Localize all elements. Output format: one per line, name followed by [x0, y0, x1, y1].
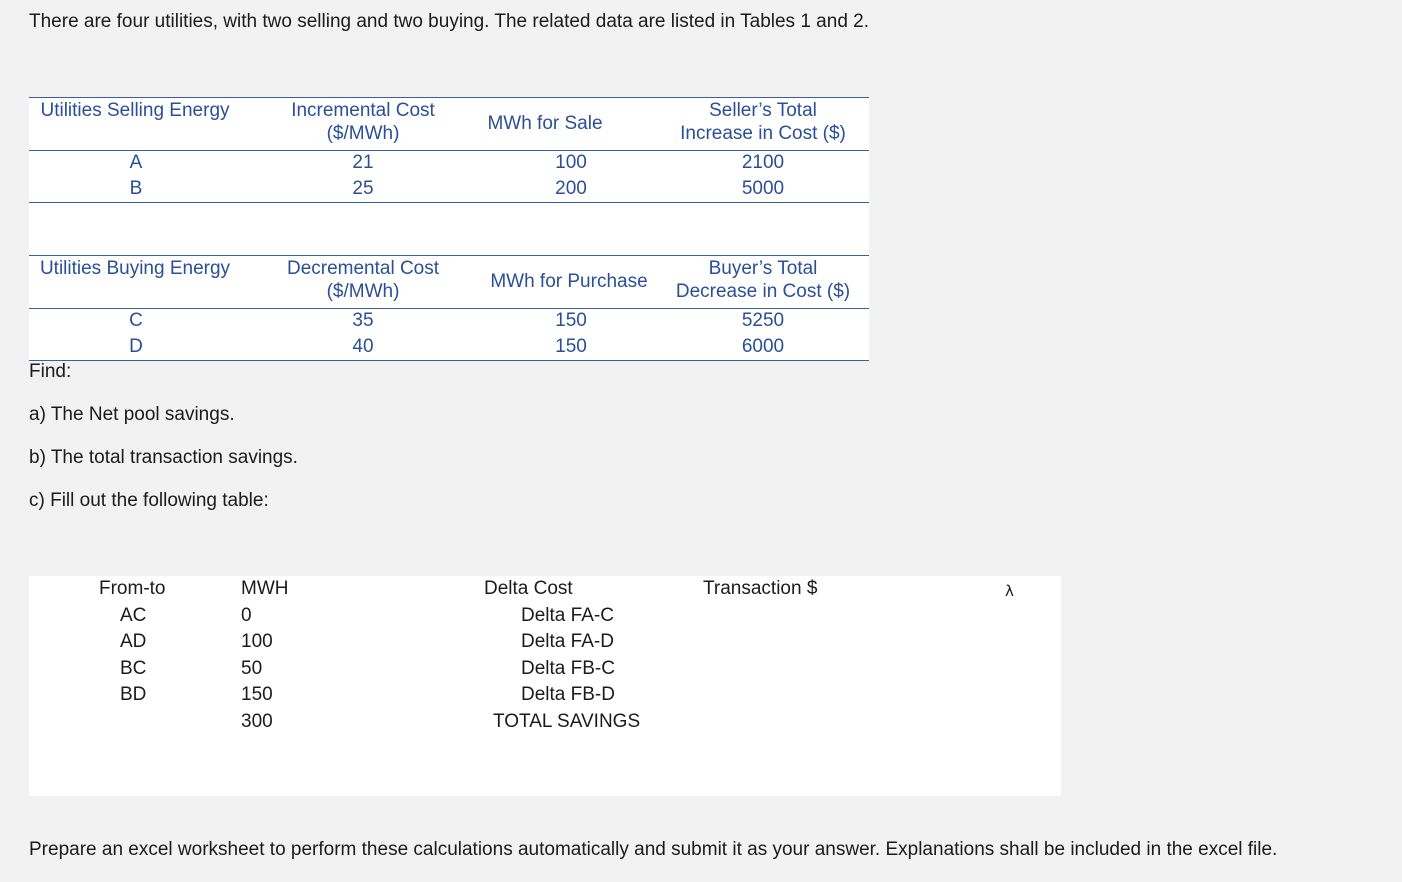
- header-lambda: λ: [1005, 582, 1014, 600]
- header-utilities-selling: Utilities Selling Energy: [40, 100, 230, 121]
- transaction-table: [29, 576, 1061, 796]
- header-line: Increase in Cost ($): [680, 123, 846, 144]
- table-top-rule: [29, 255, 869, 256]
- table-cell: 40: [352, 336, 374, 357]
- from-to-cell: AD: [120, 631, 147, 652]
- table-cell: 200: [555, 178, 587, 199]
- delta-cell: Delta FB-C: [521, 657, 615, 679]
- table-top-rule: [29, 97, 869, 98]
- intro-text: There are four utilities, with two selling and two buying. The related data are listed in Tables 1 and 2.: [29, 11, 870, 32]
- table-cell: 150: [555, 310, 587, 331]
- delta-cell: Delta FB-D: [521, 684, 615, 705]
- mwh-cell: 0: [241, 604, 252, 626]
- header-transaction: Transaction $: [703, 578, 818, 599]
- table-cell: 2100: [741, 152, 785, 173]
- header-line: Seller’s Total: [709, 100, 817, 121]
- header-line: Incremental Cost: [291, 100, 435, 121]
- header-seller-total: [669, 99, 857, 145]
- table-cell: C: [129, 310, 143, 331]
- table-cell: B: [129, 178, 143, 199]
- from-to-cell: BD: [120, 684, 147, 705]
- header-incremental-cost: [253, 99, 473, 145]
- table-cell: 35: [352, 310, 374, 331]
- header-line: Decremental Cost: [286, 258, 440, 279]
- footer-instructions: Prepare an excel worksheet to perform these calculations automatically and submit it as your answer. Explanations shall be included in the excel file.: [29, 839, 1278, 860]
- header-line: Decrease in Cost ($): [675, 281, 851, 302]
- header-mwh-for-sale: MWh for Sale: [487, 113, 603, 134]
- table-cell: A: [129, 152, 143, 173]
- table-bottom-rule: [29, 360, 869, 361]
- table-cell: D: [129, 336, 143, 357]
- table-cell: 5000: [741, 178, 785, 199]
- selling-table: [29, 97, 869, 203]
- header-line: Buyer’s Total: [708, 258, 818, 279]
- header-line: ($/MWh): [326, 281, 400, 302]
- mwh-cell: 150: [241, 684, 273, 705]
- table-spacer: [29, 203, 869, 255]
- header-utilities-buying: Utilities Buying Energy: [39, 258, 231, 279]
- question-c: c) Fill out the following table:: [29, 490, 269, 511]
- header-line: ($/MWh): [326, 123, 400, 144]
- question-a: a) The Net pool savings.: [29, 404, 235, 425]
- table-cell: 25: [352, 178, 374, 199]
- from-to-cell: AC: [120, 604, 147, 626]
- table-cell: 21: [352, 152, 374, 173]
- table-cell: 150: [555, 336, 587, 357]
- header-from-to: From-to: [99, 578, 166, 599]
- header-mwh-for-purchase: MWh for Purchase: [490, 271, 648, 292]
- total-savings-cell: TOTAL SAVINGS: [493, 710, 641, 732]
- table-cell: 100: [555, 152, 587, 173]
- from-to-cell: BC: [120, 657, 147, 679]
- delta-cell: Delta FA-D: [521, 631, 614, 652]
- mwh-cell: 50: [241, 657, 263, 679]
- table-cell: 6000: [741, 336, 785, 357]
- delta-cell: Delta FA-C: [521, 604, 614, 626]
- header-mwh: MWH: [241, 578, 289, 599]
- question-b: b) The total transaction savings.: [29, 447, 298, 468]
- header-delta-cost: Delta Cost: [484, 578, 573, 599]
- mwh-cell: 100: [241, 631, 273, 652]
- header-buyer-total: [663, 257, 863, 303]
- table-cell: 5250: [741, 310, 785, 331]
- header-decremental-cost: [253, 257, 473, 303]
- find-label: Find:: [29, 361, 72, 382]
- mwh-cell: 300: [241, 710, 273, 732]
- buying-table: [29, 255, 869, 361]
